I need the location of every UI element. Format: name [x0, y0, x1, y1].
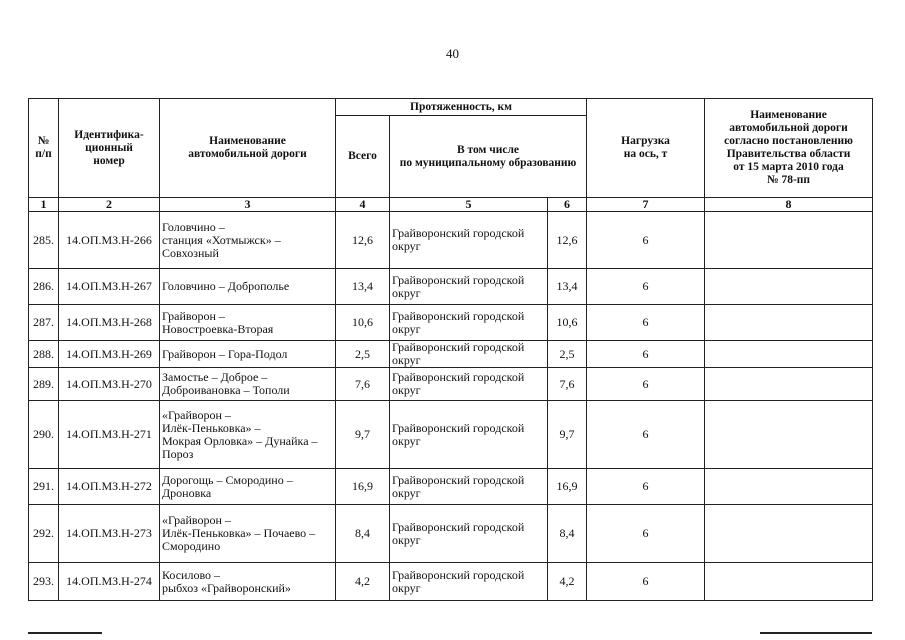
- cell-total-length: 7,6: [336, 368, 390, 401]
- cell-municipal-length: 4,2: [548, 563, 587, 601]
- cell-total-length: 13,4: [336, 269, 390, 305]
- cell-id: 14.ОП.МЗ.Н-268: [59, 305, 160, 341]
- cell-road-name: Замостье – Доброе – Доброивановка – Тополи: [160, 368, 336, 401]
- cell-regulation: [705, 212, 873, 269]
- table-row: [29, 341, 873, 368]
- roads-table: [28, 98, 873, 601]
- cell-id: 14.ОП.МЗ.Н-274: [59, 563, 160, 601]
- cell-num: 288.: [29, 341, 59, 368]
- table-body: [29, 212, 873, 601]
- cell-regulation: [705, 368, 873, 401]
- cell-total-length: 16,9: [336, 469, 390, 505]
- column-number-row: [29, 198, 873, 212]
- cell-municipality: Грайворонский городской округ: [390, 269, 548, 305]
- cell-municipality: Грайворонский городской округ: [390, 563, 548, 601]
- column-number: 2: [59, 198, 160, 212]
- header-name: Наименование автомобильной дороги: [160, 99, 336, 198]
- table-row: [29, 212, 873, 269]
- cell-road-name: «Грайворон – Илёк-Пеньковка» – Мокрая Орловка» – Дунайка – Пороз: [160, 401, 336, 469]
- cell-municipal-length: 16,9: [548, 469, 587, 505]
- cell-municipality: Грайворонский городской округ: [390, 505, 548, 563]
- cell-regulation: [705, 563, 873, 601]
- cell-road-name: Грайворон – Новостроевка-Вторая: [160, 305, 336, 341]
- column-number: 4: [336, 198, 390, 212]
- cell-municipality: Грайворонский городской округ: [390, 368, 548, 401]
- cell-id: 14.ОП.МЗ.Н-271: [59, 401, 160, 469]
- cell-road-name: Головчино – Доброполье: [160, 269, 336, 305]
- cell-num: 286.: [29, 269, 59, 305]
- cell-axle-load: 6: [587, 469, 705, 505]
- cell-axle-load: 6: [587, 505, 705, 563]
- cell-axle-load: 6: [587, 269, 705, 305]
- cell-total-length: 12,6: [336, 212, 390, 269]
- cell-municipal-length: 13,4: [548, 269, 587, 305]
- cell-road-name: «Грайворон – Илёк-Пеньковка» – Почаево – Смородино: [160, 505, 336, 563]
- cell-municipal-length: 7,6: [548, 368, 587, 401]
- cell-municipality: Грайворонский городской округ: [390, 401, 548, 469]
- cell-id: 14.ОП.МЗ.Н-269: [59, 341, 160, 368]
- cell-regulation: [705, 269, 873, 305]
- cell-municipal-length: 2,5: [548, 341, 587, 368]
- cell-municipal-length: 8,4: [548, 505, 587, 563]
- cell-municipality: Грайворонский городской округ: [390, 469, 548, 505]
- cell-num: 290.: [29, 401, 59, 469]
- cell-regulation: [705, 401, 873, 469]
- cell-total-length: 8,4: [336, 505, 390, 563]
- cell-axle-load: 6: [587, 305, 705, 341]
- cell-regulation: [705, 505, 873, 563]
- cell-total-length: 4,2: [336, 563, 390, 601]
- table-row: [29, 401, 873, 469]
- cell-axle-load: 6: [587, 341, 705, 368]
- cell-municipality: Грайворонский городской округ: [390, 305, 548, 341]
- column-number: 5: [390, 198, 548, 212]
- cell-road-name: Дорогощь – Смородино – Дроновка: [160, 469, 336, 505]
- cell-axle-load: 6: [587, 401, 705, 469]
- cell-axle-load: 6: [587, 368, 705, 401]
- bottom-rule-left: [28, 632, 102, 634]
- cell-num: 287.: [29, 305, 59, 341]
- table-row: [29, 469, 873, 505]
- cell-regulation: [705, 305, 873, 341]
- cell-id: 14.ОП.МЗ.Н-267: [59, 269, 160, 305]
- cell-municipal-length: 12,6: [548, 212, 587, 269]
- column-number: 6: [548, 198, 587, 212]
- column-number: 3: [160, 198, 336, 212]
- cell-total-length: 9,7: [336, 401, 390, 469]
- cell-num: 291.: [29, 469, 59, 505]
- cell-axle-load: 6: [587, 563, 705, 601]
- cell-id: 14.ОП.МЗ.Н-266: [59, 212, 160, 269]
- column-number: 7: [587, 198, 705, 212]
- cell-num: 289.: [29, 368, 59, 401]
- cell-municipality: Грайворонский городской округ: [390, 212, 548, 269]
- cell-road-name: Косилово – рыбхоз «Грайворонский»: [160, 563, 336, 601]
- cell-num: 293.: [29, 563, 59, 601]
- bottom-rule-right: [760, 632, 872, 634]
- table-row: [29, 269, 873, 305]
- header-incl: В том числе по муниципальному образованию: [390, 116, 587, 198]
- cell-axle-load: 6: [587, 212, 705, 269]
- cell-total-length: 2,5: [336, 341, 390, 368]
- header-total: Всего: [336, 116, 390, 198]
- cell-id: 14.ОП.МЗ.Н-272: [59, 469, 160, 505]
- cell-num: 285.: [29, 212, 59, 269]
- header-num: № п/п: [29, 99, 59, 198]
- header-length-group: Протяженность, км: [336, 99, 587, 116]
- cell-municipality: Грайворонский городской округ: [390, 341, 548, 368]
- header-regulation: Наименование автомобильной дороги согласно постановлению Правительства области от 15 марта 2010 года № 78-пп: [705, 99, 873, 198]
- cell-num: 292.: [29, 505, 59, 563]
- cell-regulation: [705, 469, 873, 505]
- column-number: 8: [705, 198, 873, 212]
- cell-id: 14.ОП.МЗ.Н-273: [59, 505, 160, 563]
- cell-road-name: Головчино – станция «Хотмыжск» – Совхозный: [160, 212, 336, 269]
- cell-id: 14.ОП.МЗ.Н-270: [59, 368, 160, 401]
- cell-regulation: [705, 341, 873, 368]
- table-row: [29, 505, 873, 563]
- column-number: 1: [29, 198, 59, 212]
- cell-municipal-length: 10,6: [548, 305, 587, 341]
- cell-total-length: 10,6: [336, 305, 390, 341]
- cell-road-name: Грайворон – Гора-Подол: [160, 341, 336, 368]
- table-row: [29, 305, 873, 341]
- table-row: [29, 368, 873, 401]
- cell-municipal-length: 9,7: [548, 401, 587, 469]
- table-row: [29, 563, 873, 601]
- header-id: Идентифика- ционный номер: [59, 99, 160, 198]
- page-number: 40: [446, 46, 459, 61]
- header-load: Нагрузка на ось, т: [587, 99, 705, 198]
